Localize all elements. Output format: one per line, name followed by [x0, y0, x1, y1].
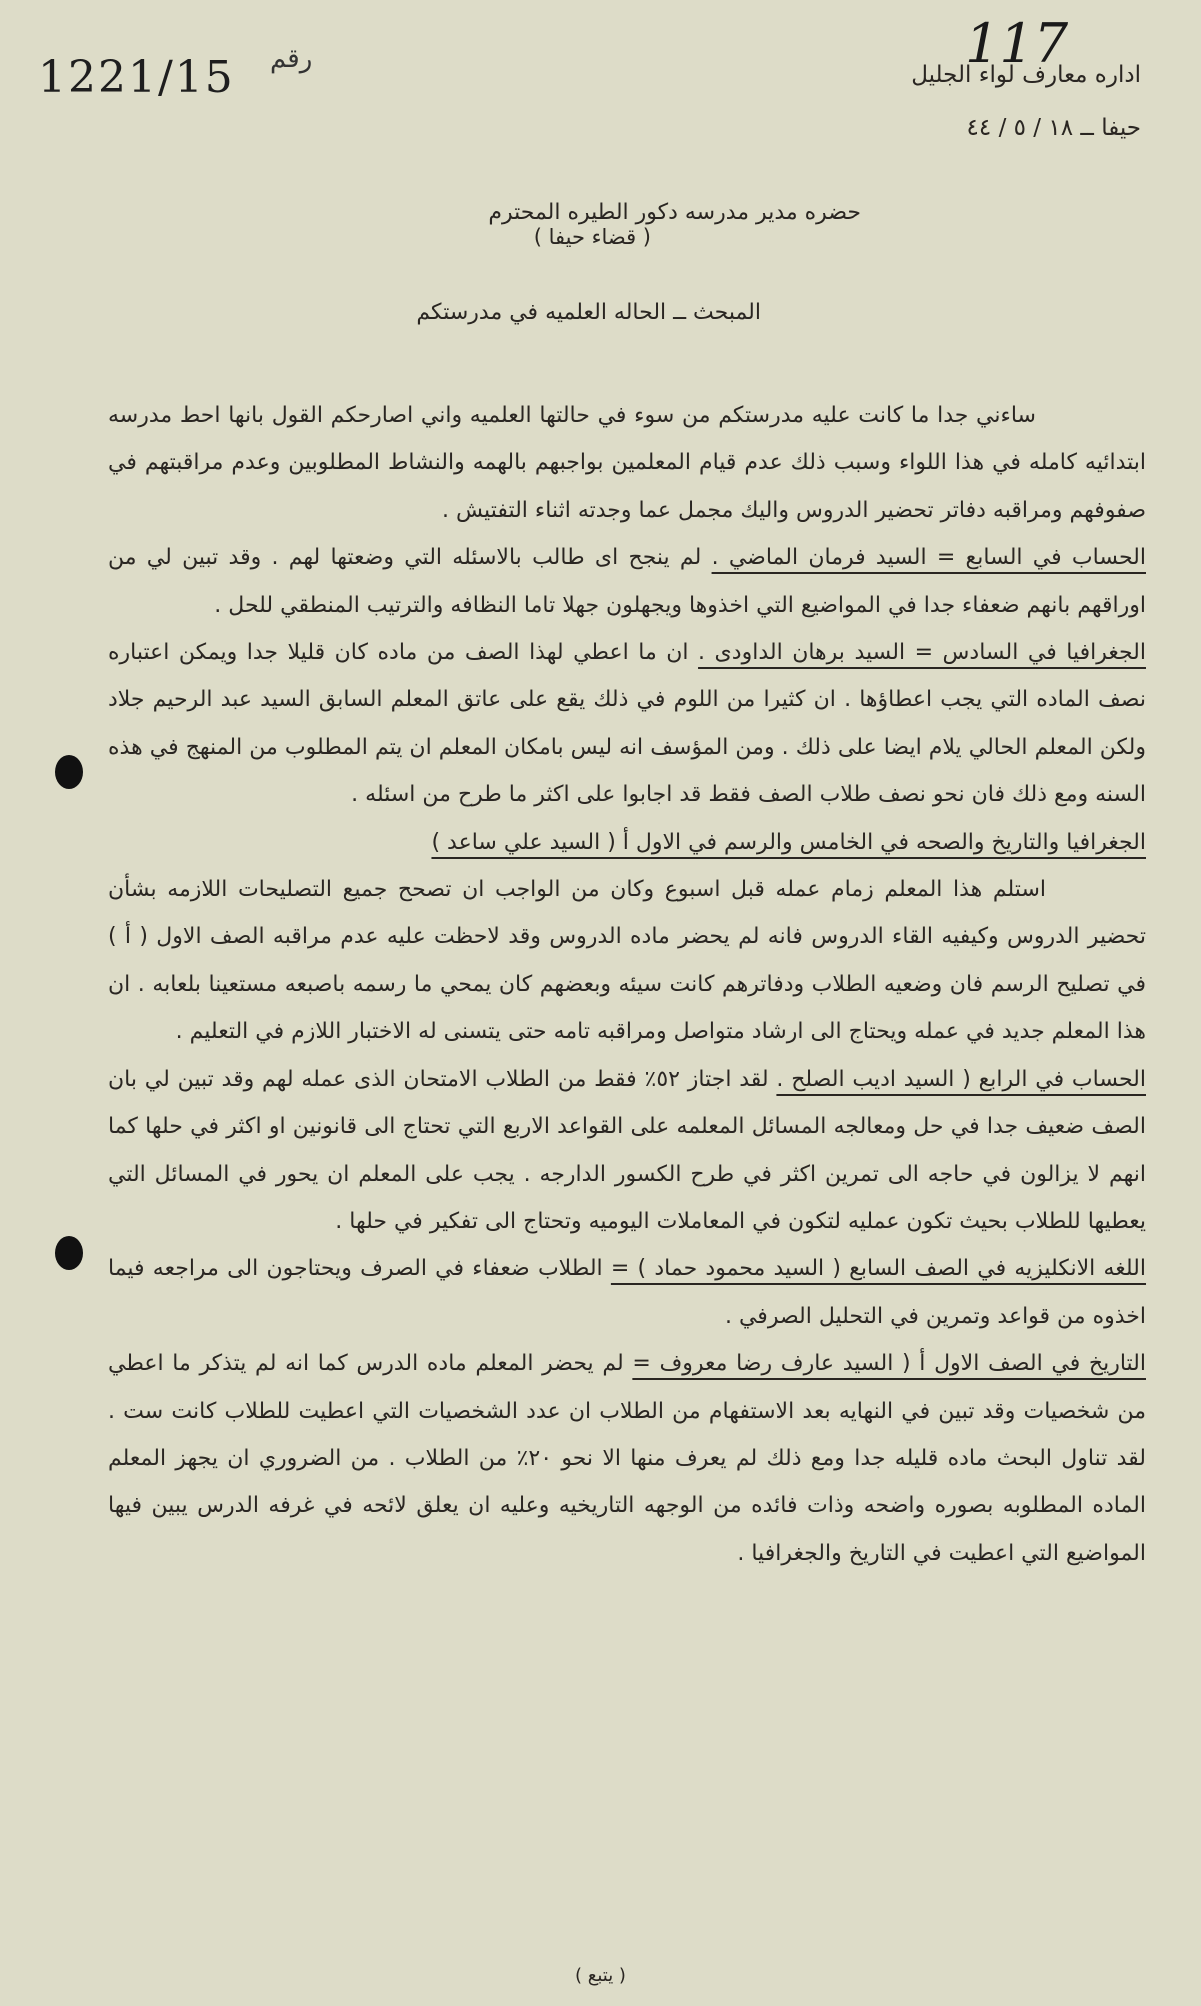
section-heading: الجغرافيا في السادس = السيد برهان الداودى . — [698, 640, 1146, 666]
letter-body — [108, 392, 1146, 1577]
section-paragraph — [108, 1340, 1146, 1577]
section-heading: الحساب في السابع = السيد فرمان الماضي . — [711, 545, 1146, 571]
paragraph-text: استلم هذا المعلم زمام عمله قبل اسبوع وكان من الواجب ان تصحح جميع التصليحات اللازمه بشأن تحضير الدروس وكيفيه القاء الدروس فانه لم يحضر ماده الدروس وقد لاحظت عليه عدم مراقبه الصف الاول ( أ ) في تصليح الرسم فان وضعيه الطلاب ودفاترهم كانت سيئه وبعضهم كان يمحي ما رسمه باصبعه مستعينا بلعابه . ان هذا المعلم جديد في عمله ويحتاج الى ارشاد متواصل ومراقبه تامه حتى يتسنى له الاختبار اللازم في التعليم . — [108, 877, 1146, 1045]
section-heading: التاريخ في الصف الاول أ ( السيد عارف رضا معروف = — [632, 1351, 1146, 1377]
paragraph-text: ان ما اعطي لهذا الصف من ماده كان قليلا جدا ويمكن اعتباره نصف الماده التي يجب اعطاؤها . ان كثيرا من اللوم في ذلك يقع على عاتق المعلم السابق السيد عبد الرحيم جلاد ولكن المعلم الحالي يلام ايضا على ذلك . ومن المؤسف انه ليس بامكان المعلم ان يتم المطلوب من المنهج في هذه السنه ومع ذلك فان نحو نصف طلاب الصف فقط قد اجابوا على اكثر ما طرح من اسئله . — [108, 640, 1146, 808]
punch-hole-icon — [55, 1236, 83, 1270]
indented-paragraph — [108, 866, 1146, 1056]
continuation-mark: ( يتبع ) — [575, 1965, 626, 1986]
reference-label: رقم — [270, 44, 313, 74]
paragraph-text: لم ينجح اى طالب بالاسئله التي وضعتها لهم . وقد تبين لي من اوراقهم بانهم ضعفاء جدا في المواضيع التي اخذوها ويجهلون جهلا تاما النظافه والترتيب المنطقي للحل . — [108, 545, 1146, 618]
addressee-district: ( قضاء حيفا ) — [533, 225, 651, 249]
section-paragraph — [108, 1245, 1146, 1340]
paragraph-text: لم يحضر المعلم ماده الدرس كما انه لم يتذكر ما اعطي من شخصيات وقد تبين في النهايه بعد الاستفهام من الطلاب ان عدد الشخصيات التي اعطيت للطلاب كانت ست . لقد تناول البحث ماده قليله جدا ومع ذلك لم يعرف منها الا نحو ٢٠٪ من الطلاب . من الضروري ان يجهز المعلم الماده المطلوبه بصوره واضحه وذات فائده من الوجهه التاريخيه وعليه ان يعلق لائحه في غرفه الدرس يبين فيها المواضيع التي اعطيت في التاريخ والجغرافيا . — [108, 1351, 1147, 1566]
date-line: حيفا ــ ١٨ / ٥ / ٤٤ — [966, 115, 1141, 141]
section-heading: اللغه الانكليزيه في الصف السابع ( السيد محمود حماد ) = — [610, 1256, 1147, 1282]
sender-office: اداره معارف لواء الجليل — [911, 62, 1141, 88]
section-paragraph — [108, 534, 1146, 629]
section-paragraph — [108, 629, 1146, 819]
addressee-line: حضره مدير مدرسه دكور الطيره المحترم — [488, 200, 861, 225]
folio-number: 117 — [965, 12, 1069, 75]
punch-hole-icon — [55, 755, 83, 789]
section-paragraph — [108, 819, 1146, 866]
paragraph-text: ساءني جدا ما كانت عليه مدرستكم من سوء في حالتها العلميه واني اصارحكم القول بانها احط مدرسه ابتدائيه كامله في هذا اللواء وسبب ذلك عدم قيام المعلمين بواجبهم بالهمه والنشاط المطلوبين وعدم مراقبتهم في صفوفهم ومراقبه دفاتر تحضير الدروس واليك مجمل عما وجدته اثناء التفتيش . — [108, 403, 1146, 523]
section-paragraph — [108, 1056, 1146, 1246]
reference-number: 1221/15 — [38, 52, 235, 103]
section-heading: الحساب في الرابع ( السيد اديب الصلح . — [776, 1066, 1146, 1092]
paragraph-text: لقد اجتاز ٥٢٪ فقط من الطلاب الامتحان الذى عمله لهم وقد تبين لي بان الصف ضعيف جدا في حل ومعالجه المسائل المعلمه على القواعد الاربع التي تحتاج الى قانونين او اكثر في حلها كما انهم لا يزالون في حاجه الى تمرين اكثر في طرح الكسور الدارجه . يجب على المعلم ان يحور في المسائل التي يعطيها للطلاب بحيث تكون عمليه لتكون في المعاملات اليوميه وتحتاج الى تفكير في حلها . — [108, 1066, 1146, 1234]
section-heading: الجغرافيا والتاريخ والصحه في الخامس والرسم في الاول أ ( السيد علي ساعد ) — [431, 829, 1146, 855]
opening-paragraph — [108, 392, 1146, 534]
paragraph-text: الطلاب ضعفاء في الصرف ويحتاجون الى مراجعه فيما اخذوه من قواعد وتمرين في التحليل الصرفي . — [108, 1256, 1146, 1329]
subject-line: المبحث ــ الحاله العلميه في مدرستكم — [416, 300, 761, 325]
